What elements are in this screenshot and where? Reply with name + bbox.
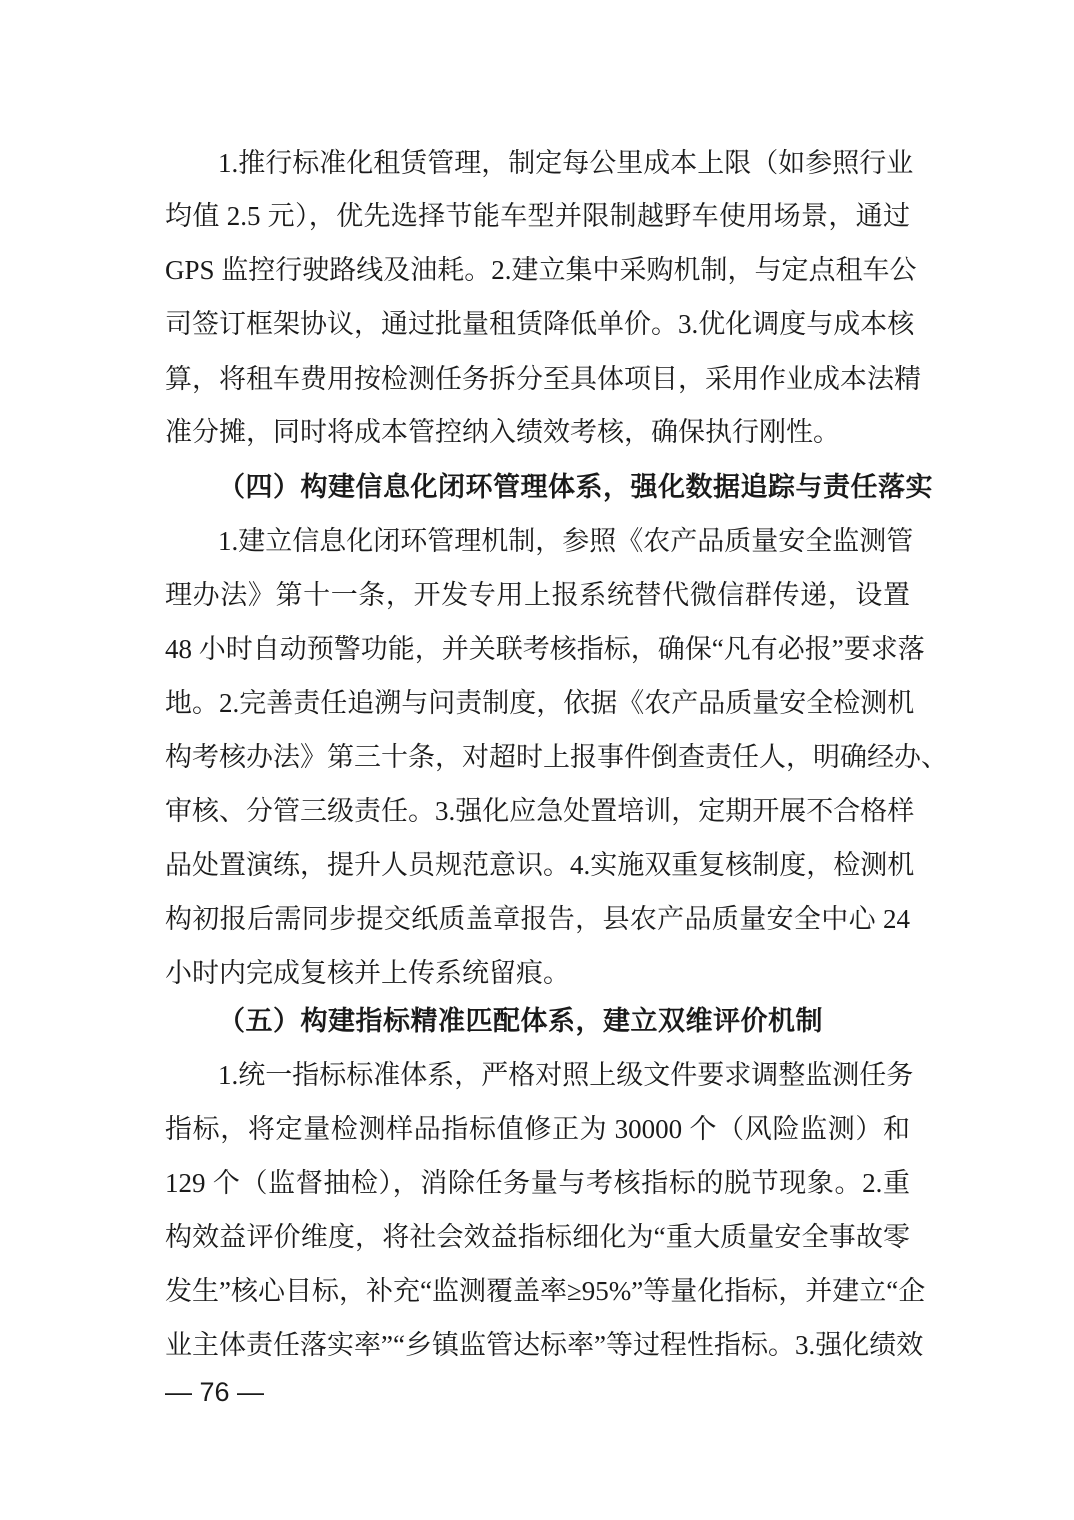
page-number: — 76 —	[165, 1377, 265, 1407]
text-line: 审核、分管三级责任。3.强化应急处置培训，定期开展不合格样	[165, 796, 915, 826]
text-line: 129 个（监督抽检），消除任务量与考核指标的脱节现象。2.重	[165, 1168, 910, 1198]
text-line: 准分摊，同时将成本管控纳入绩效考核，确保执行刚性。	[165, 417, 840, 447]
text-line: GPS 监控行驶路线及油耗。2.建立集中采购机制，与定点租车公	[165, 255, 917, 285]
text-line: 构初报后需同步提交纸质盖章报告，县农产品质量安全中心 24	[165, 904, 910, 934]
text-line: 算，将租车费用按检测任务拆分至具体项目，采用作业成本法精	[165, 364, 921, 394]
text-line: 业主体责任落实率”“乡镇监管达标率”等过程性指标。3.强化绩效	[165, 1330, 924, 1360]
text-line: 构效益评价维度，将社会效益指标细化为“重大质量安全事故零	[165, 1222, 910, 1252]
text-line: 1.统一指标标准体系，严格对照上级文件要求调整监测任务	[218, 1060, 914, 1090]
text-line: 发生”核心目标，补充“监测覆盖率≥95%”等量化指标，并建立“企	[165, 1276, 926, 1306]
text-line: 均值 2.5 元），优先选择节能车型并限制越野车使用场景，通过	[165, 201, 910, 231]
section-heading: （四）构建信息化闭环管理体系，强化数据追踪与责任落实	[218, 472, 933, 502]
text-line: 构考核办法》第三十条，对超时上报事件倒查责任人，明确经办、	[165, 742, 948, 772]
section-heading: （五）构建指标精准匹配体系，建立双维评价机制	[218, 1006, 823, 1036]
text-line: 品处置演练，提升人员规范意识。4.实施双重复核制度，检测机	[165, 850, 915, 880]
text-line: 小时内完成复核并上传系统留痕。	[165, 958, 570, 988]
text-line: 地。2.完善责任追溯与问责制度，依据《农产品质量安全检测机	[165, 688, 915, 718]
text-line: 1.建立信息化闭环管理机制，参照《农产品质量安全监测管	[218, 526, 914, 556]
text-line: 48 小时自动预警功能，并关联考核指标，确保“凡有必报”要求落	[165, 634, 925, 664]
text-line: 理办法》第十一条，开发专用上报系统替代微信群传递，设置	[165, 580, 910, 610]
text-line: 指标，将定量检测样品指标值修正为 30000 个（风险监测）和	[165, 1114, 910, 1144]
text-line: 1.推行标准化租赁管理，制定每公里成本上限（如参照行业	[218, 148, 914, 178]
text-line: 司签订框架协议，通过批量租赁降低单价。3.优化调度与成本核	[165, 309, 915, 339]
